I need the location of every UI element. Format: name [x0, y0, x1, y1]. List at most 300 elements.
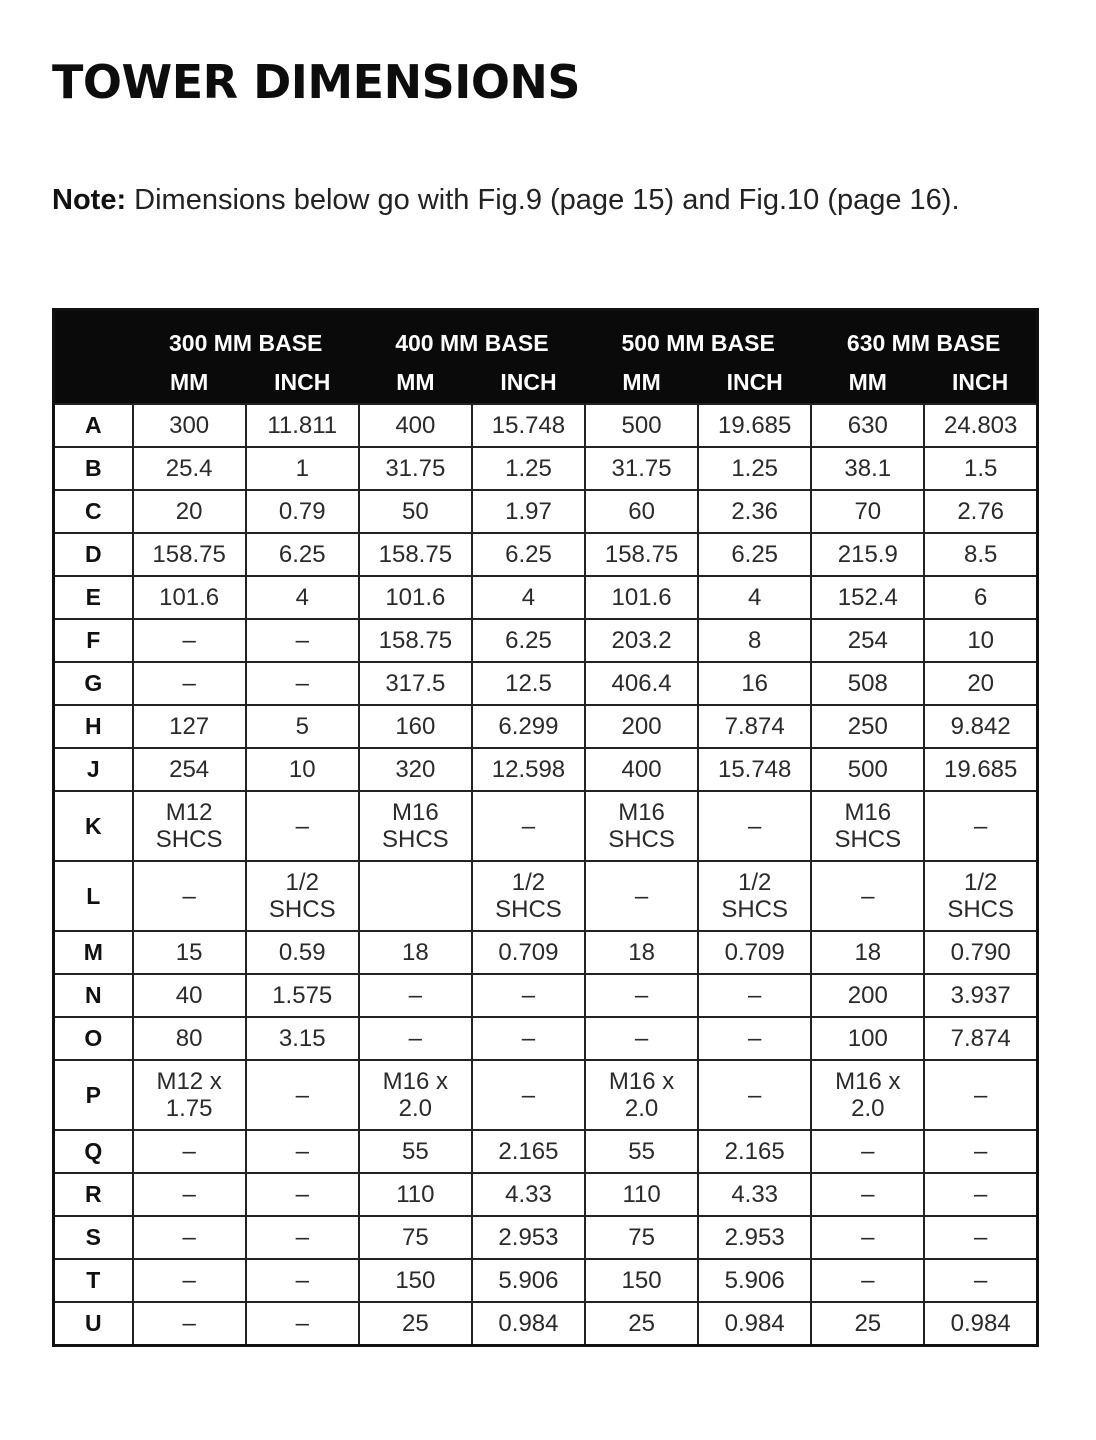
- table-cell: [811, 931, 924, 974]
- table-row: [54, 1017, 1038, 1060]
- table-cell: [246, 1130, 359, 1173]
- table-row: [54, 662, 1038, 705]
- table-cell: [698, 576, 811, 619]
- cell-value: 24.803: [943, 412, 1018, 439]
- table-cell: [133, 791, 246, 861]
- row-label: H: [54, 705, 133, 748]
- row-label: T: [54, 1259, 133, 1302]
- cell-value: 15: [175, 939, 203, 966]
- table-cell: [924, 662, 1037, 705]
- table-cell: [133, 1060, 246, 1130]
- cell-value: 160: [395, 713, 436, 740]
- cell-value: 10: [288, 756, 316, 783]
- row-label: N: [54, 974, 133, 1017]
- table-cell: [472, 1302, 585, 1346]
- cell-value: 2.165: [724, 1138, 785, 1165]
- row-label: K: [54, 791, 133, 861]
- cell-value: –: [295, 1081, 309, 1109]
- cell-value: 80: [175, 1025, 203, 1052]
- cell-value: 50: [402, 498, 429, 525]
- table-cell: [246, 791, 359, 861]
- cell-value: 500: [621, 412, 662, 439]
- table-cell: [246, 576, 359, 619]
- cell-value: 4: [521, 584, 536, 611]
- cell-value: –: [295, 1310, 309, 1337]
- row-label: Q: [54, 1130, 133, 1173]
- table-cell: [811, 1173, 924, 1216]
- cell-value: 1.97: [505, 498, 552, 525]
- base-header-row: [54, 310, 1038, 362]
- cell-value: 200: [847, 982, 888, 1009]
- table-cell: [359, 1216, 472, 1259]
- cell-value: 6.25: [278, 541, 326, 568]
- table-cell: [472, 1259, 585, 1302]
- table-cell: [698, 447, 811, 490]
- table-row: [54, 619, 1038, 662]
- cell-value: 110: [622, 1181, 661, 1208]
- table-cell: [246, 705, 359, 748]
- cell-value: 31.75: [385, 455, 446, 482]
- cell-value: 55: [628, 1138, 655, 1165]
- cell-value: –: [634, 982, 649, 1009]
- unit-header-inch: INCH: [472, 361, 585, 404]
- table-cell: [811, 1017, 924, 1060]
- row-label: B: [54, 447, 133, 490]
- cell-value: –: [634, 882, 649, 910]
- row-label: C: [54, 490, 133, 533]
- table-cell: [698, 662, 811, 705]
- cell-value: 7.874: [950, 1025, 1011, 1052]
- table-cell: [811, 619, 924, 662]
- cell-value: M16 SHCS: [382, 799, 449, 853]
- unit-header-inch: INCH: [924, 361, 1037, 404]
- cell-value: –: [748, 812, 762, 840]
- table-cell: [924, 1060, 1037, 1130]
- table-cell: [133, 576, 246, 619]
- table-cell: [133, 1302, 246, 1346]
- cell-value: 38.1: [844, 455, 892, 482]
- cell-value: –: [973, 1224, 988, 1251]
- table-cell: [585, 404, 698, 447]
- table-cell: [811, 1060, 924, 1130]
- row-label: F: [54, 619, 133, 662]
- table-cell: [698, 533, 811, 576]
- cell-value: –: [521, 1025, 536, 1052]
- cell-value: 406.4: [611, 670, 672, 697]
- table-cell: [585, 705, 698, 748]
- table-cell: [359, 1173, 472, 1216]
- table-cell: [472, 861, 585, 931]
- table-cell: [246, 1259, 359, 1302]
- table-row: [54, 1259, 1038, 1302]
- table-cell: [133, 490, 246, 533]
- table-cell: [698, 705, 811, 748]
- table-cell: [585, 1017, 698, 1060]
- table-cell: [924, 748, 1037, 791]
- table-cell: [472, 576, 585, 619]
- table-cell: [359, 662, 472, 705]
- cell-value: 400: [621, 756, 662, 783]
- cell-value: 6.25: [505, 627, 552, 654]
- cell-value: 25: [402, 1310, 429, 1337]
- cell-value: 1/2 SHCS: [268, 869, 336, 923]
- table-cell: [133, 931, 246, 974]
- cell-value: 254: [847, 627, 888, 654]
- row-label: O: [54, 1017, 133, 1060]
- cell-value: –: [182, 1138, 196, 1165]
- table-cell: [924, 1216, 1037, 1259]
- unit-header-mm: MM: [585, 361, 698, 404]
- cell-value: 16: [741, 670, 769, 697]
- cell-value: 18: [854, 939, 882, 966]
- table-cell: [359, 1302, 472, 1346]
- table-row: [54, 576, 1038, 619]
- table-cell: [924, 533, 1037, 576]
- table-cell: [359, 1130, 472, 1173]
- cell-value: 101.6: [159, 584, 220, 611]
- cell-value: 508: [847, 670, 888, 697]
- unit-header-mm: MM: [133, 361, 246, 404]
- cell-value: 0.709: [724, 939, 785, 966]
- cell-value: –: [973, 812, 988, 840]
- table-header: [54, 310, 1038, 405]
- cell-value: 6.25: [731, 541, 779, 568]
- cell-value: –: [182, 1224, 196, 1251]
- cell-value: –: [973, 1181, 988, 1208]
- cell-value: 31.75: [611, 455, 672, 482]
- cell-value: –: [182, 1267, 196, 1294]
- cell-value: 203.2: [611, 627, 672, 654]
- table-cell: [246, 404, 359, 447]
- unit-header-inch: INCH: [698, 361, 811, 404]
- table-cell: [924, 861, 1037, 931]
- table-row: [54, 974, 1038, 1017]
- table-cell: [698, 1216, 811, 1259]
- cell-value: 2.36: [731, 498, 779, 525]
- table-row: [54, 748, 1038, 791]
- table-cell: [811, 662, 924, 705]
- table-row: [54, 931, 1038, 974]
- cell-value: –: [295, 1181, 309, 1208]
- cell-value: 101.6: [611, 584, 672, 611]
- cell-value: –: [521, 982, 536, 1009]
- cell-value: 3.937: [950, 982, 1011, 1009]
- cell-value: 55: [402, 1138, 429, 1165]
- cell-value: –: [408, 982, 423, 1009]
- base-header-300: 300 MM BASE: [133, 310, 359, 362]
- cell-value: 5.906: [498, 1267, 559, 1294]
- table-cell: [585, 1216, 698, 1259]
- cell-value: 19.685: [717, 412, 792, 439]
- cell-value: 1: [295, 455, 309, 482]
- table-cell: [585, 861, 698, 931]
- table-cell: [472, 974, 585, 1017]
- table-cell: [359, 490, 472, 533]
- table-cell: [472, 1060, 585, 1130]
- cell-value: –: [182, 1181, 196, 1208]
- row-label: M: [54, 931, 133, 974]
- row-label: A: [54, 404, 133, 447]
- table-cell: [698, 931, 811, 974]
- cell-value: 20: [967, 670, 995, 697]
- table-cell: [585, 662, 698, 705]
- cell-value: 400: [395, 412, 436, 439]
- table-cell: [133, 1173, 246, 1216]
- cell-value: 12.598: [491, 756, 566, 783]
- table-cell: [811, 533, 924, 576]
- table-cell: [698, 861, 811, 931]
- cell-value: 152.4: [837, 584, 898, 611]
- cell-value: 1.25: [505, 455, 552, 482]
- table-cell: [472, 1216, 585, 1259]
- cell-value: –: [861, 1267, 875, 1294]
- cell-value: –: [295, 670, 309, 697]
- table-cell: [698, 490, 811, 533]
- cell-value: 200: [621, 713, 662, 740]
- table-cell: [246, 490, 359, 533]
- cell-value: 1.575: [272, 982, 333, 1009]
- table-cell: [246, 447, 359, 490]
- cell-value: 11.811: [267, 412, 338, 439]
- cell-value: M16 x 2.0: [382, 1068, 449, 1122]
- table-cell: [585, 576, 698, 619]
- table-row: [54, 533, 1038, 576]
- table-row: [54, 791, 1038, 861]
- table-cell: [359, 1060, 472, 1130]
- table-cell: [585, 619, 698, 662]
- table-cell: [133, 662, 246, 705]
- table-cell: [585, 1173, 698, 1216]
- table-cell: [924, 1173, 1037, 1216]
- cell-value: 9.842: [950, 713, 1011, 740]
- table-cell: [472, 1173, 585, 1216]
- row-label: U: [54, 1302, 133, 1346]
- cell-value: 6: [973, 584, 988, 611]
- table-cell: [246, 974, 359, 1017]
- table-cell: [811, 576, 924, 619]
- cell-value: M16 x 2.0: [835, 1068, 901, 1122]
- cell-value: –: [861, 1138, 875, 1165]
- cell-value: 4.33: [731, 1181, 779, 1208]
- cell-value: 25.4: [165, 455, 213, 482]
- cell-value: –: [521, 1081, 536, 1109]
- table-cell: [811, 1216, 924, 1259]
- corner-header-cell: [54, 361, 133, 404]
- table-cell: [585, 1302, 698, 1346]
- table-cell: [359, 533, 472, 576]
- table-cell: [698, 1302, 811, 1346]
- cell-value: M16 SHCS: [608, 799, 675, 853]
- table-cell: [811, 974, 924, 1017]
- cell-value: 150: [395, 1267, 436, 1294]
- cell-value: 3.15: [278, 1025, 326, 1052]
- table-cell: [359, 931, 472, 974]
- table-row: [54, 1302, 1038, 1346]
- table-cell: [924, 1017, 1037, 1060]
- base-header-500: 500 MM BASE: [585, 310, 811, 362]
- table-cell: [924, 1130, 1037, 1173]
- cell-value: 254: [169, 756, 210, 783]
- table-cell: [472, 447, 585, 490]
- cell-value: 15.748: [491, 412, 566, 439]
- table-cell: [472, 748, 585, 791]
- cell-value: 0.984: [950, 1310, 1011, 1337]
- cell-value: –: [182, 670, 196, 697]
- row-label: G: [54, 662, 133, 705]
- note-text: Dimensions below go with Fig.9 (page 15) and Fig.10 (page 16).: [126, 184, 960, 216]
- table-cell: [585, 974, 698, 1017]
- cell-value: 300: [169, 412, 210, 439]
- table-cell: [246, 748, 359, 791]
- table-cell: [811, 490, 924, 533]
- cell-value: 158.75: [152, 541, 226, 568]
- cell-value: 1/2 SHCS: [495, 869, 562, 923]
- table-cell: [585, 533, 698, 576]
- cell-value: 15.748: [717, 756, 792, 783]
- cell-value: 150: [621, 1267, 662, 1294]
- cell-value: 0.790: [950, 939, 1011, 966]
- cell-value: 630: [847, 412, 888, 439]
- table-cell: [472, 931, 585, 974]
- cell-value: 8: [748, 627, 762, 654]
- table-cell: [585, 447, 698, 490]
- cell-value: 158.75: [378, 627, 453, 654]
- cell-value: –: [295, 1267, 309, 1294]
- cell-value: M16 x 2.0: [608, 1068, 675, 1122]
- table-cell: [811, 1259, 924, 1302]
- table-row: [54, 404, 1038, 447]
- cell-value: 0.59: [278, 939, 326, 966]
- cell-value: –: [182, 882, 196, 910]
- table-cell: [472, 533, 585, 576]
- cell-value: 317.5: [385, 670, 446, 697]
- cell-value: 158.75: [378, 541, 453, 568]
- table-cell: [359, 748, 472, 791]
- cell-value: 18: [628, 939, 655, 966]
- cell-value: 25: [854, 1310, 882, 1337]
- cell-value: 18: [402, 939, 429, 966]
- cell-value: –: [182, 1310, 196, 1337]
- table-cell: [811, 1302, 924, 1346]
- table-cell: [359, 974, 472, 1017]
- table-cell: [698, 1060, 811, 1130]
- table-cell: [133, 1259, 246, 1302]
- table-cell: [698, 404, 811, 447]
- table-row: [54, 1130, 1038, 1173]
- cell-value: –: [748, 1081, 762, 1109]
- cell-value: –: [748, 1025, 762, 1052]
- cell-value: 5: [295, 713, 309, 740]
- cell-value: 4: [295, 584, 309, 611]
- table-cell: [698, 791, 811, 861]
- cell-value: 1/2 SHCS: [721, 869, 789, 923]
- cell-value: –: [861, 1224, 875, 1251]
- base-header-630: 630 MM BASE: [811, 310, 1037, 362]
- table-cell: [246, 931, 359, 974]
- table-cell: [246, 533, 359, 576]
- table-cell: [585, 1259, 698, 1302]
- unit-header-mm: MM: [359, 361, 472, 404]
- table-cell: [359, 619, 472, 662]
- cell-value: 8.5: [963, 541, 998, 568]
- cell-value: 0.984: [724, 1310, 785, 1337]
- cell-value: 127: [169, 713, 210, 740]
- cell-value: 2.953: [724, 1224, 785, 1251]
- table-cell: [133, 447, 246, 490]
- cell-value: 110: [396, 1181, 435, 1208]
- row-label: E: [54, 576, 133, 619]
- table-row: [54, 447, 1038, 490]
- table-cell: [359, 1259, 472, 1302]
- table-cell: [472, 1130, 585, 1173]
- table-cell: [585, 1130, 698, 1173]
- table-cell: [133, 748, 246, 791]
- cell-value: –: [973, 1081, 988, 1109]
- cell-value: 0.79: [278, 498, 326, 525]
- cell-value: 75: [628, 1224, 655, 1251]
- cell-value: 19.685: [943, 756, 1018, 783]
- cell-value: 7.874: [724, 713, 785, 740]
- cell-value: –: [634, 1025, 649, 1052]
- cell-value: 4.33: [505, 1181, 552, 1208]
- cell-value: 25: [628, 1310, 655, 1337]
- table-row: [54, 705, 1038, 748]
- cell-value: –: [861, 1181, 875, 1208]
- table-cell: [924, 404, 1037, 447]
- page-title: TOWER DIMENSIONS: [52, 55, 581, 109]
- table-cell: [585, 490, 698, 533]
- cell-value: 70: [854, 498, 882, 525]
- cell-value: –: [295, 1224, 309, 1251]
- row-label: L: [54, 861, 133, 931]
- cell-value: 250: [847, 713, 888, 740]
- cell-value: 320: [395, 756, 436, 783]
- unit-header-inch: INCH: [246, 361, 359, 404]
- table-cell: [924, 447, 1037, 490]
- table-cell: [359, 791, 472, 861]
- table-cell: [811, 404, 924, 447]
- cell-value: 75: [402, 1224, 429, 1251]
- table-cell: [246, 619, 359, 662]
- cell-value: –: [748, 982, 762, 1009]
- table-cell: [359, 861, 472, 931]
- table-cell: [585, 931, 698, 974]
- cell-value: –: [295, 1138, 309, 1165]
- table-cell: [133, 1216, 246, 1259]
- table-cell: [811, 705, 924, 748]
- unit-header-row: [54, 361, 1038, 404]
- cell-value: 500: [847, 756, 888, 783]
- table-cell: [133, 619, 246, 662]
- unit-header-mm: MM: [811, 361, 924, 404]
- table-cell: [246, 1302, 359, 1346]
- table-cell: [698, 1017, 811, 1060]
- row-label: S: [54, 1216, 133, 1259]
- cell-value: 0.984: [498, 1310, 559, 1337]
- note-paragraph: [52, 180, 960, 220]
- dimensions-table-container: [52, 308, 1039, 1347]
- cell-value: –: [295, 812, 309, 840]
- table-cell: [359, 1017, 472, 1060]
- cell-value: 40: [175, 982, 203, 1009]
- table-cell: [811, 447, 924, 490]
- cell-value: 5.906: [724, 1267, 785, 1294]
- cell-value: M12 x 1.75: [156, 1068, 222, 1122]
- table-cell: [359, 447, 472, 490]
- cell-value: 1.5: [963, 455, 998, 482]
- cell-value: 4: [748, 584, 762, 611]
- cell-value: 60: [628, 498, 655, 525]
